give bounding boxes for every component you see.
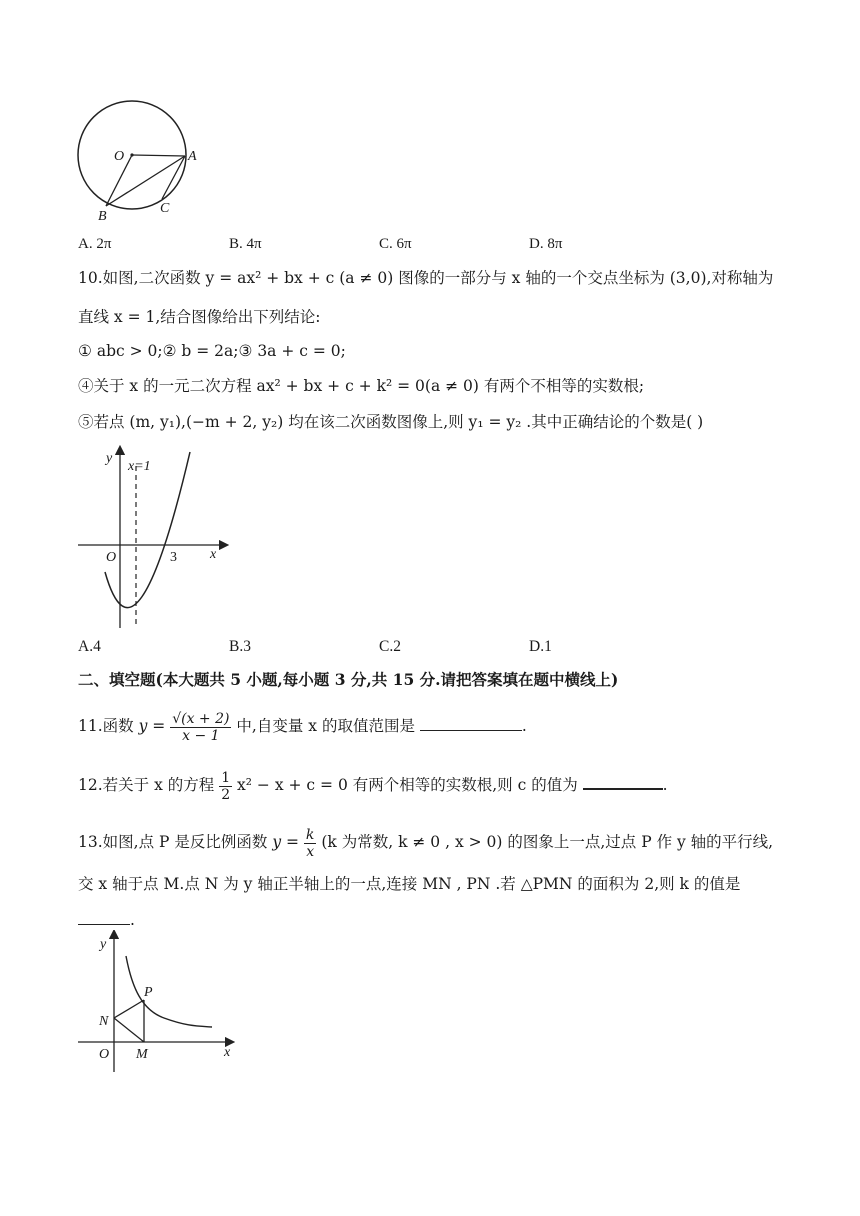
q11-suffix: 中,自变量 x 的取值范围是 bbox=[236, 717, 415, 735]
hyperbola-curve bbox=[126, 956, 212, 1027]
label-x-eq-1: x=1 bbox=[128, 459, 151, 474]
q9-option-a: A. 2π bbox=[78, 236, 112, 252]
segment-OA bbox=[132, 155, 185, 156]
q11-prefix: 11.函数 bbox=[78, 717, 134, 735]
label-x: x bbox=[210, 547, 217, 562]
q10-option-d: D.1 bbox=[529, 638, 552, 655]
q13-fraction bbox=[304, 827, 316, 860]
q10-line1: 10.如图,二次函数 y = ax² + bx + c (a ≠ 0) 图像的一部分与 x 轴的一个交点坐标为 (3,0),对称轴为 bbox=[78, 269, 774, 287]
q10-line2: 直线 x = 1,结合图像给出下列结论: bbox=[78, 308, 321, 326]
q13-numerator: k bbox=[305, 826, 315, 843]
segment-NP bbox=[114, 1000, 144, 1018]
parabola-figure bbox=[74, 444, 234, 632]
label-B: B bbox=[98, 209, 107, 224]
q10-option-b: B.3 bbox=[229, 638, 251, 655]
q13-line3 bbox=[78, 910, 135, 930]
q10-option-c: C.2 bbox=[379, 638, 401, 655]
q11-answer-blank[interactable] bbox=[420, 716, 522, 731]
q12-mid: x² − x + c = 0 有两个相等的实数根,则 c 的值为 bbox=[237, 776, 578, 794]
q10-option-a: A.4 bbox=[78, 638, 101, 655]
q11-fraction bbox=[170, 711, 231, 744]
q10-line4: ④关于 x 的一元二次方程 ax² + bx + c + k² = 0(a ≠ 0) 有两个不相等的实数根; bbox=[78, 377, 645, 395]
label-P: P bbox=[144, 985, 153, 1000]
label-origin: O bbox=[106, 550, 117, 565]
q12 bbox=[78, 765, 668, 805]
hyperbola-figure bbox=[74, 930, 240, 1076]
label-O: O bbox=[114, 149, 125, 164]
q9-option-b: B. 4π bbox=[229, 236, 262, 252]
section2-title: 二、填空题(本大题共 5 小题,每小题 3 分,共 15 分.请把答案填在题中横线上) bbox=[78, 670, 619, 689]
segment-NM bbox=[114, 1018, 144, 1042]
q13-y: y = bbox=[272, 833, 299, 851]
label-O: O bbox=[99, 1047, 110, 1062]
label-C: C bbox=[160, 201, 170, 216]
label-y: y bbox=[100, 937, 107, 952]
q13-denominator: x bbox=[306, 843, 315, 860]
label-M: M bbox=[136, 1047, 148, 1062]
q10-line3: ① abc > 0;② b = 2a;③ 3a + c = 0; bbox=[78, 342, 346, 360]
q13-answer-blank[interactable] bbox=[78, 910, 130, 925]
q12-end: . bbox=[662, 776, 668, 794]
q13-prefix: 13.如图,点 P 是反比例函数 bbox=[78, 833, 268, 851]
circle-figure bbox=[70, 98, 220, 226]
q10-line5: ⑤若点 (m, y₁),(−m + 2, y₂) 均在该二次函数图像上,则 y₁ = y₂ .其中正确结论的个数是( ) bbox=[78, 413, 704, 431]
q12-numerator: 1 bbox=[221, 769, 231, 786]
q13-line1-rest: (k 为常数, k ≠ 0 , x > 0) 的图象上一点,过点 P 作 y 轴的平行线, bbox=[321, 833, 774, 851]
q11-y: y = bbox=[138, 717, 166, 735]
label-N: N bbox=[99, 1014, 109, 1029]
label-x: x bbox=[224, 1045, 231, 1060]
q11 bbox=[78, 706, 527, 746]
label-A: A bbox=[188, 149, 197, 164]
q12-fraction bbox=[219, 770, 232, 803]
q12-answer-blank[interactable] bbox=[583, 774, 663, 790]
q13-end: . bbox=[130, 911, 135, 929]
q12-prefix: 12.若关于 x 的方程 bbox=[78, 776, 215, 794]
q13-line2: 交 x 轴于点 M.点 N 为 y 轴正半轴上的一点,连接 MN , PN .若 △PMN 的面积为 2,则 k 的值是 bbox=[78, 875, 741, 893]
q12-denominator: 2 bbox=[221, 786, 231, 803]
label-three: 3 bbox=[170, 550, 177, 565]
q9-option-d: D. 8π bbox=[529, 236, 563, 252]
parabola-curve bbox=[105, 452, 190, 608]
q11-numerator: √(x + 2) bbox=[172, 710, 230, 727]
q11-end: . bbox=[521, 717, 527, 735]
label-y: y bbox=[106, 451, 113, 466]
q11-denominator: x − 1 bbox=[182, 727, 220, 744]
q13-line1 bbox=[78, 822, 773, 862]
q9-option-c: C. 6π bbox=[379, 236, 412, 252]
